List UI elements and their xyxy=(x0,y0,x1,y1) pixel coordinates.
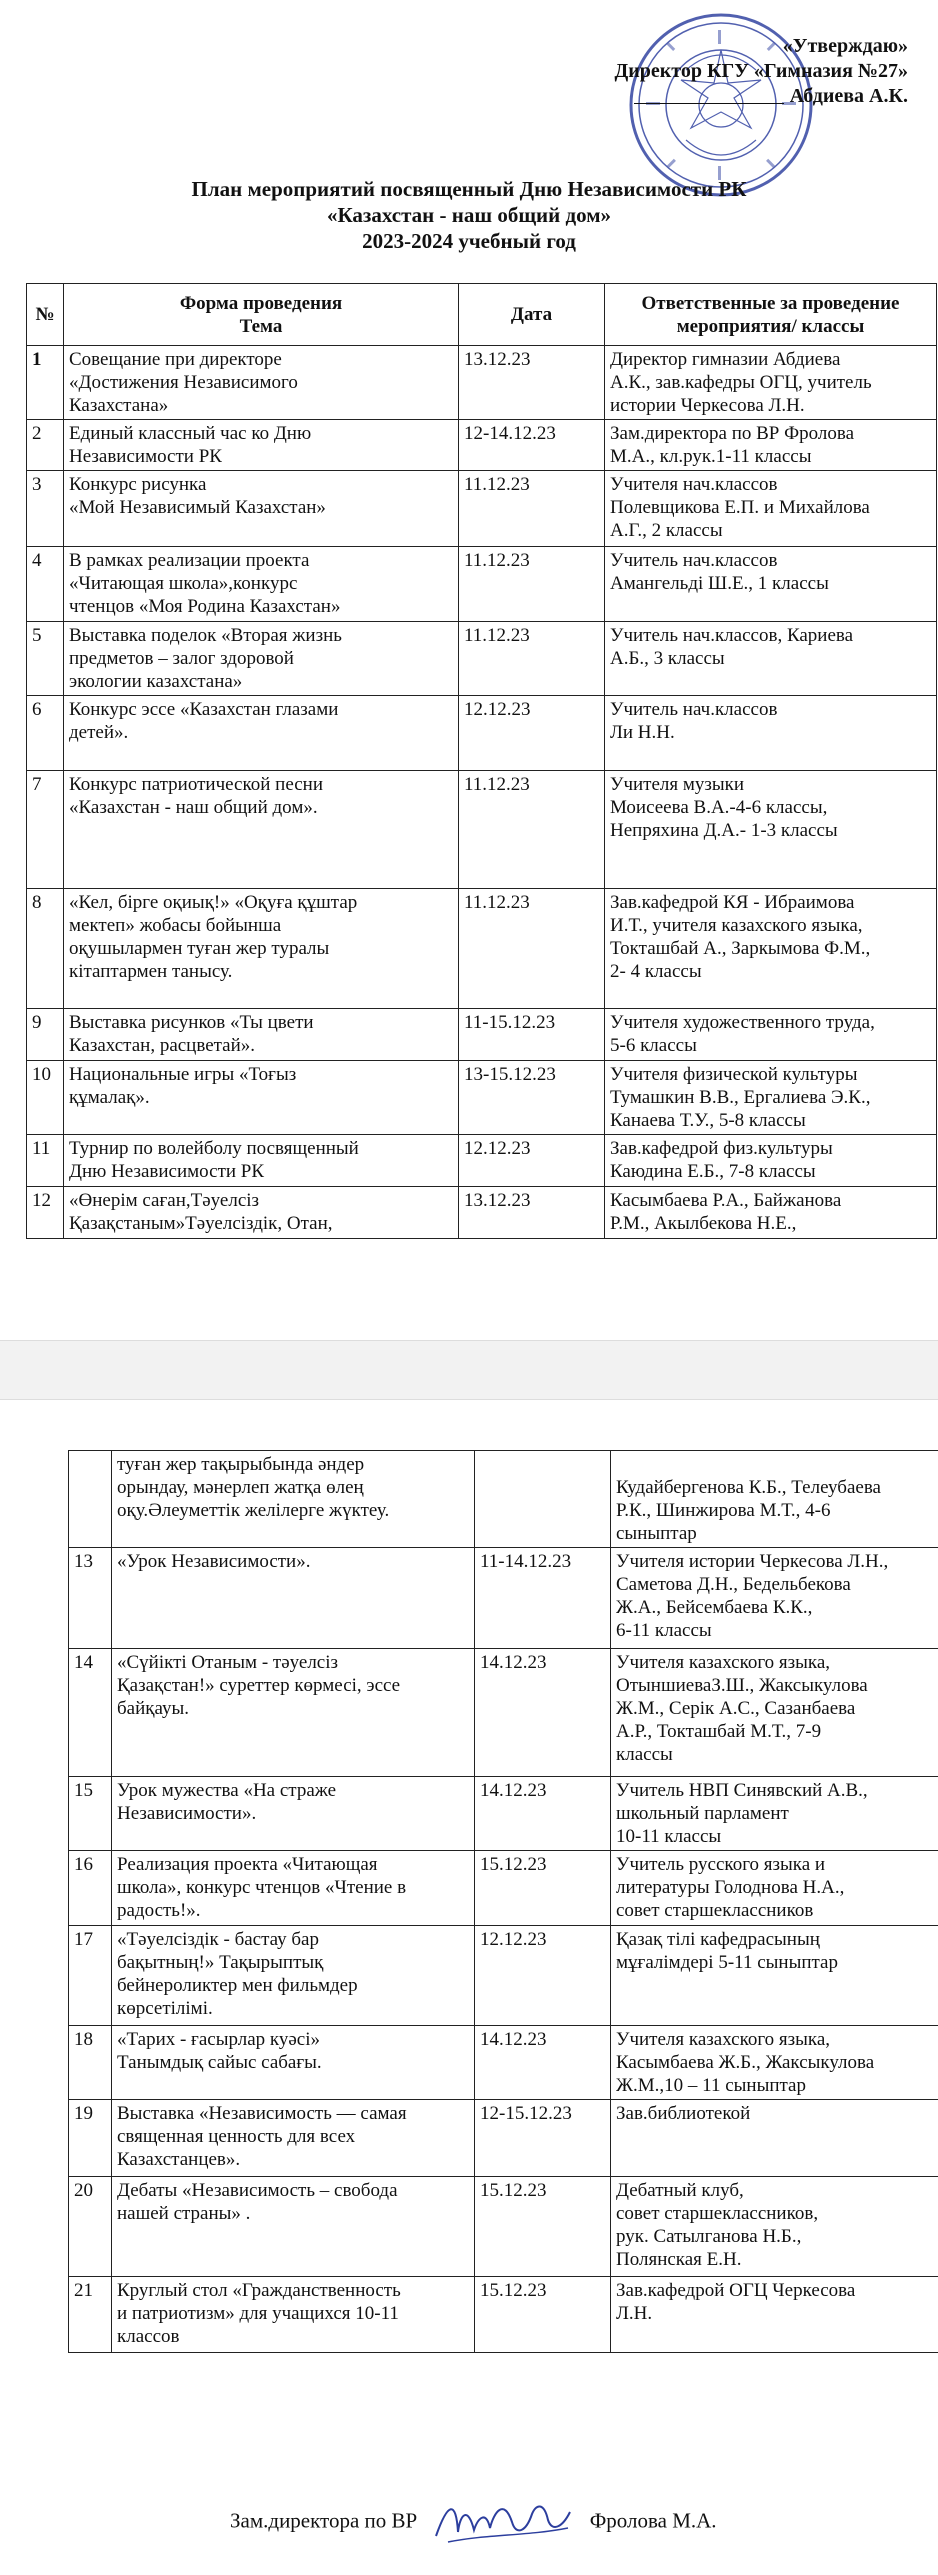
approval-name-line xyxy=(614,84,908,109)
row-num: 13 xyxy=(69,1548,112,1649)
row-num: 17 xyxy=(69,1926,112,2026)
row-responsible: Учителя художественного труда, 5-6 классы xyxy=(605,1009,937,1061)
row-num: 9 xyxy=(27,1009,64,1061)
title-line-1: План мероприятий посвященный Дню Независимости РК xyxy=(191,177,747,201)
table-row xyxy=(69,1926,938,2026)
table-row xyxy=(27,771,937,889)
header-num: № xyxy=(27,284,64,346)
row-date: 11.12.23 xyxy=(459,771,605,889)
row-date: 11.12.23 xyxy=(459,889,605,1009)
row-responsible: Дебатный клуб, совет старшеклассников, рук. Сатылганова Н.Б., Полянская Е.Н. xyxy=(611,2177,938,2277)
table-row xyxy=(27,1009,937,1061)
row-responsible: Зам.директора по ВР Фролова М.А., кл.рук.1-11 классы xyxy=(605,420,937,471)
row-date: 11.12.23 xyxy=(459,547,605,622)
row-num: 11 xyxy=(27,1135,64,1187)
row-date: 15.12.23 xyxy=(475,2277,611,2353)
row-date: 14.12.23 xyxy=(475,1649,611,1777)
row-form: В рамках реализации проекта «Читающая школа»,конкурс чтенцов «Моя Родина Казахстан» xyxy=(64,547,459,622)
table-row xyxy=(69,2177,938,2277)
row-date: 12-15.12.23 xyxy=(475,2100,611,2177)
row-responsible: Учитель нач.классов, Кариева А.Б., 3 классы xyxy=(605,622,937,696)
table-row xyxy=(27,1187,937,1239)
table-row xyxy=(69,1777,938,1851)
row-date: 12-14.12.23 xyxy=(459,420,605,471)
row-form: Конкурс рисунка «Мой Независимый Казахстан» xyxy=(64,471,459,547)
row-date: 14.12.23 xyxy=(475,2026,611,2100)
table-header-row xyxy=(27,284,937,346)
row-form: «Тәуелсіздік - бастау бар бақытның!» Тақырыптық бейнероликтер мен фильмдер көрсетілімі. xyxy=(112,1926,475,2026)
row-responsible: Кудайбергенова К.Б., Телеубаева Р.К., Шинжирова М.Т., 4-6 сыныптар xyxy=(611,1451,938,1548)
row-responsible: Директор гимназии Абдиева А.К., зав.кафедры ОГЦ, учитель истории Черкесова Л.Н. xyxy=(605,346,937,420)
table-row xyxy=(69,1851,938,1926)
row-form: Турнир по волейболу посвященный Дню Независимости РК xyxy=(64,1135,459,1187)
plan-table-page-2 xyxy=(68,1450,938,2353)
row-form: Реализация проекта «Читающая школа», конкурс чтенцов «Чтение в радость!». xyxy=(112,1851,475,1926)
row-form: «Урок Независимости». xyxy=(112,1548,475,1649)
row-num: 4 xyxy=(27,547,64,622)
row-date: 13-15.12.23 xyxy=(459,1061,605,1135)
row-form: Урок мужества «На страже Независимости». xyxy=(112,1777,475,1851)
row-form: Конкурс эссе «Казахстан глазами детей». xyxy=(64,696,459,771)
row-date: 12.12.23 xyxy=(475,1926,611,2026)
table-row xyxy=(27,471,937,547)
row-date: 15.12.23 xyxy=(475,1851,611,1926)
header-responsible: Ответственные за проведение мероприятия/ классы xyxy=(605,284,937,346)
page-separator xyxy=(0,1340,938,1400)
row-date: 14.12.23 xyxy=(475,1777,611,1851)
title-line-3: 2023-2024 учебный год xyxy=(362,229,576,253)
row-form: Национальные игры «Тоғыз құмалақ». xyxy=(64,1061,459,1135)
row-form: Совещание при директоре «Достижения Независимого Казахстана» xyxy=(64,346,459,420)
row-form: Выставка «Независимость — самая священная ценность для всех Казахстанцев». xyxy=(112,2100,475,2177)
row-num xyxy=(69,1451,112,1548)
row-responsible: Зав.кафедрой КЯ - Ибраимова И.Т., учителя казахского языка, Токташбай А., Заркымова Ф.М., 2- 4 классы xyxy=(605,889,937,1009)
row-num: 5 xyxy=(27,622,64,696)
header-date: Дата xyxy=(459,284,605,346)
header-form: Форма проведения Тема xyxy=(64,284,459,346)
row-num: 14 xyxy=(69,1649,112,1777)
row-form: Единый классный час ко Дню Независимости РК xyxy=(64,420,459,471)
row-responsible: Учителя казахского языка, Касымбаева Ж.Б., Жаксыкулова Ж.М.,10 – 11 сыныптар xyxy=(611,2026,938,2100)
row-num: 2 xyxy=(27,420,64,471)
row-num: 18 xyxy=(69,2026,112,2100)
signature-line xyxy=(634,103,784,104)
row-form: Выставка поделок «Вторая жизнь предметов – залог здоровой экологии казахстана» xyxy=(64,622,459,696)
footer-signature-block xyxy=(230,2492,717,2550)
approval-block xyxy=(614,34,908,109)
row-date: 12.12.23 xyxy=(459,696,605,771)
row-num: 10 xyxy=(27,1061,64,1135)
row-date: 11.12.23 xyxy=(459,471,605,547)
table-row xyxy=(27,547,937,622)
row-responsible: Учителя музыки Моисеева В.А.-4-6 классы, Непряхина Д.А.- 1-3 классы xyxy=(605,771,937,889)
table-row xyxy=(27,1061,937,1135)
row-form: «Сүйікті Отаным - тәуелсіз Қазақстан!» суреттер көрмесі, эссе байқауы. xyxy=(112,1649,475,1777)
row-form: Дебаты «Независимость – свобода нашей страны» . xyxy=(112,2177,475,2277)
row-form: Выставка рисунков «Ты цвети Казахстан, расцветай». xyxy=(64,1009,459,1061)
row-num: 1 xyxy=(27,346,64,420)
row-responsible: Зав.кафедрой ОГЦ Черкесова Л.Н. xyxy=(611,2277,938,2353)
table-row xyxy=(69,2100,938,2177)
table-row xyxy=(69,1451,938,1548)
row-num: 6 xyxy=(27,696,64,771)
row-responsible: Учителя физической культуры Тумашкин В.В., Ергалиева Э.К., Канаева Т.У., 5-8 классы xyxy=(605,1061,937,1135)
row-num: 19 xyxy=(69,2100,112,2177)
table-row xyxy=(69,1548,938,1649)
row-num: 3 xyxy=(27,471,64,547)
row-form: Конкурс патриотической песни «Казахстан - наш общий дом». xyxy=(64,771,459,889)
footer-position: Зам.директора по ВР xyxy=(230,2508,418,2533)
approval-position: Директор КГУ «Гимназия №27» xyxy=(614,60,908,82)
row-responsible: Қазақ тілі кафедрасының мұғалімдері 5-11 сыныптар xyxy=(611,1926,938,2026)
row-responsible: Учитель НВП Синявский А.В., школьный парламент 10-11 классы xyxy=(611,1777,938,1851)
row-responsible: Учителя истории Черкесова Л.Н., Саметова Д.Н., Бедельбекова Ж.А., Бейсембаева К.К., 6-11 классы xyxy=(611,1548,938,1649)
table-row xyxy=(27,420,937,471)
row-responsible: Учитель русского языка и литературы Голоднова Н.А., совет старшеклассников xyxy=(611,1851,938,1926)
row-form: «Кел, бірге оқиық!» «Оқуға құштар мектеп» жобасы бойынша оқушылармен туған жер туралы кітаптармен танысу. xyxy=(64,889,459,1009)
row-date: 11-14.12.23 xyxy=(475,1548,611,1649)
approval-title: «Утверждаю» xyxy=(782,35,908,57)
row-date: 15.12.23 xyxy=(475,2177,611,2277)
row-date: 11.12.23 xyxy=(459,622,605,696)
plan-table-page-1 xyxy=(26,283,937,1239)
handwritten-signature-icon xyxy=(428,2492,578,2550)
row-form: Круглый стол «Гражданственность и патриотизм» для учащихся 10-11 классов xyxy=(112,2277,475,2353)
row-responsible: Касымбаева Р.А., Байжанова Р.М., Акылбекова Н.Е., xyxy=(605,1187,937,1239)
row-num: 21 xyxy=(69,2277,112,2353)
row-date xyxy=(475,1451,611,1548)
table-row xyxy=(27,622,937,696)
row-responsible: Учитель нач.классов Амангельді Ш.Е., 1 классы xyxy=(605,547,937,622)
row-num: 12 xyxy=(27,1187,64,1239)
row-date: 13.12.23 xyxy=(459,1187,605,1239)
table-row xyxy=(69,2277,938,2353)
row-responsible: Зав.кафедрой физ.культуры Каюдина Е.Б., 7-8 классы xyxy=(605,1135,937,1187)
row-responsible: Учителя нач.классов Полевщикова Е.П. и Михайлова А.Г., 2 классы xyxy=(605,471,937,547)
row-responsible: Учитель нач.классов Ли Н.Н. xyxy=(605,696,937,771)
title-line-2: «Казахстан - наш общий дом» xyxy=(326,203,612,227)
table-row xyxy=(27,696,937,771)
row-form: туған жер тақырыбында әндер орындау, мәнерлеп жатқа өлең оқу.Әлеуметтік желілерге жүктеу. xyxy=(112,1451,475,1548)
row-num: 7 xyxy=(27,771,64,889)
table-row xyxy=(27,346,937,420)
document-title xyxy=(0,176,938,254)
approval-name: Абдиева А.К. xyxy=(789,85,908,107)
table-row xyxy=(69,2026,938,2100)
row-responsible: Учителя казахского языка, ОтыншиеваЗ.Ш., Жаксыкулова Ж.М., Серік А.С., Сазанбаева А.Р., Токташбай М.Т., 7-9 классы xyxy=(611,1649,938,1777)
row-num: 20 xyxy=(69,2177,112,2277)
row-date: 12.12.23 xyxy=(459,1135,605,1187)
row-form: «Өнерім саған,Тәуелсіз Қазақстаным»Тәуелсіздік, Отан, xyxy=(64,1187,459,1239)
row-responsible: Зав.библиотекой xyxy=(611,2100,938,2177)
row-num: 8 xyxy=(27,889,64,1009)
row-form: «Тарих - ғасырлар куәсі» Танымдық сайыс сабағы. xyxy=(112,2026,475,2100)
table-row xyxy=(27,889,937,1009)
row-num: 16 xyxy=(69,1851,112,1926)
row-num: 15 xyxy=(69,1777,112,1851)
table-row xyxy=(69,1649,938,1777)
row-date: 11-15.12.23 xyxy=(459,1009,605,1061)
table-row xyxy=(27,1135,937,1187)
footer-name: Фролова М.А. xyxy=(589,2508,717,2533)
row-date: 13.12.23 xyxy=(459,346,605,420)
